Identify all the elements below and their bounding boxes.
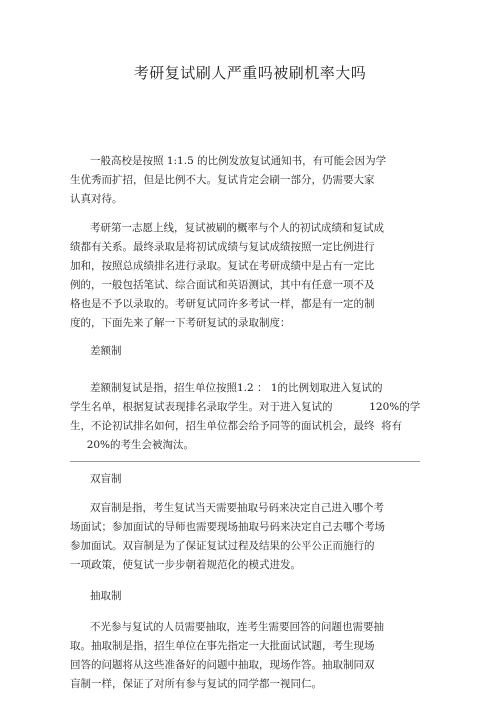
section-body (70, 379, 421, 455)
text-line: 学生名单，根据复试表现排名录取学生。对于进入复试的 120%的学 (70, 401, 421, 413)
paragraph-1 (70, 152, 400, 209)
text-line: 差额制复试是指，招生单位按照1.2 ： 1的比例划取进入复试的 (90, 382, 383, 394)
document-body (70, 152, 421, 694)
text-line: 取。抽取制是指，招生单位在事先指定一大批面试试题，考生现场 (70, 640, 375, 652)
text-line: 一般高校是按照 1:1.5 的比例发放复试通知书，有可能会因为学 (90, 155, 387, 167)
document-title: 考研复试刷人严重吗被刷机率大吗 (133, 64, 367, 82)
text-line: 20%的考生会被淘汰。 (70, 439, 195, 451)
text-line: 生，不论初试排名如何，招生单位都会给予同等的面试机会，最终 将有 (70, 420, 403, 432)
section-heading: 差额制 (90, 345, 122, 357)
section-body (70, 499, 400, 575)
text-line: 加和，按照总成绩排名进行录取。复试在考研成绩中是占有一定比 (70, 260, 375, 272)
text-line: 回答的问题将从这些准备好的问题中抽取，现场作答。抽取制同双 (70, 659, 375, 671)
text-line: 场面试；参加面试的导师也需要现场抽取号码来决定自己去哪个考场 (70, 521, 385, 533)
text-line: 盲制一样，保证了对所有参与复试的同学都一视同仁。 (70, 678, 322, 690)
text-line: 生优秀而扩招，但是比例不大。复试肯定会刷一部分，仍需要大家 (70, 174, 375, 186)
text-line: 例的，一般包括笔试、综合面试和英语测试，其中有任意一项不及 (70, 279, 375, 291)
text-line: 度的，下面先来了解一下考研复试的录取制度： (70, 317, 291, 329)
paragraph-2 (70, 219, 400, 333)
section-heading: 双盲制 (90, 473, 122, 485)
text-line: 考研第一志愿上线，复试被刷的概率与个人的初试成绩和复试成 (90, 222, 384, 234)
text-line: 一项政策，使复试一步步朝着规范化的模式进发。 (70, 559, 301, 571)
section-body (70, 618, 400, 694)
text-line: 参加面试。双盲制是为了保证复试过程及结果的公平公正而施行的 (70, 540, 375, 552)
section-heading: 抽取制 (90, 590, 122, 602)
text-line: 认真对待。 (70, 193, 123, 205)
text-line: 绩都有关系。最终录取是将初试成绩与复试成绩按照一定比例进行 (70, 241, 375, 253)
text-line: 双盲制是指，考生复试当天需要抽取号码来决定自己进入哪个考 (90, 502, 384, 514)
text-line: 不光参与复试的人员需要抽取，连考生需要回答的问题也需要抽 (90, 621, 384, 633)
text-line: 格也是不予以录取的。考研复试同许多考试一样，都是有一定的制 (70, 298, 375, 310)
